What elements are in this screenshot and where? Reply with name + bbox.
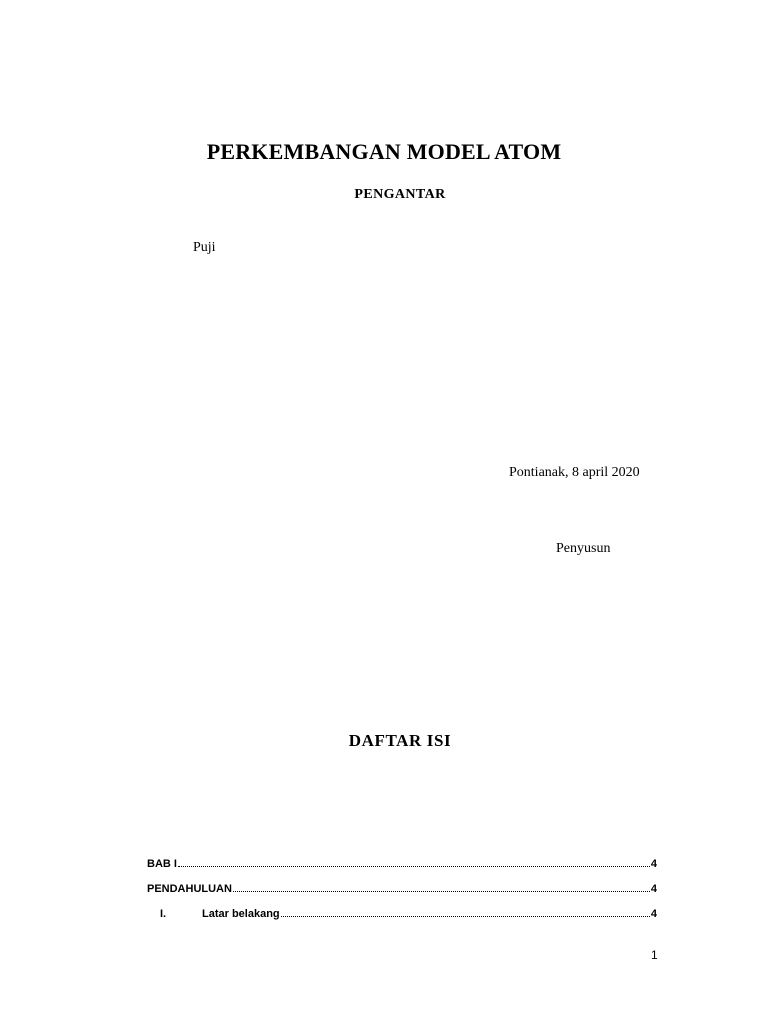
toc-entry-page: 4 xyxy=(650,883,657,895)
toc-entry[interactable] xyxy=(160,904,657,920)
toc-dot-leader xyxy=(178,865,650,867)
toc-entry-page: 4 xyxy=(650,908,657,920)
document-title: PERKEMBANGAN MODEL ATOM xyxy=(206,139,562,164)
toc-heading: DAFTAR ISI xyxy=(348,731,452,750)
section-heading-pengantar: PENGANTAR xyxy=(354,187,446,202)
toc-entry-page: 4 xyxy=(650,858,657,870)
toc-entry-label: Latar belakang xyxy=(202,908,280,920)
toc-entry-label: BAB I xyxy=(147,858,177,870)
place-date: Pontianak, 8 april 2020 xyxy=(509,465,640,480)
toc-dot-leader xyxy=(281,915,650,917)
toc-entry-number: I. xyxy=(160,908,167,920)
toc-entry-label: PENDAHULUAN xyxy=(147,883,232,895)
body-paragraph: Puji xyxy=(193,240,216,255)
toc-entry[interactable] xyxy=(147,854,657,870)
signature-author: Penyusun xyxy=(556,541,611,556)
toc-dot-leader xyxy=(233,890,650,892)
page-number: 1 xyxy=(651,948,658,962)
toc-entry[interactable] xyxy=(147,879,657,895)
